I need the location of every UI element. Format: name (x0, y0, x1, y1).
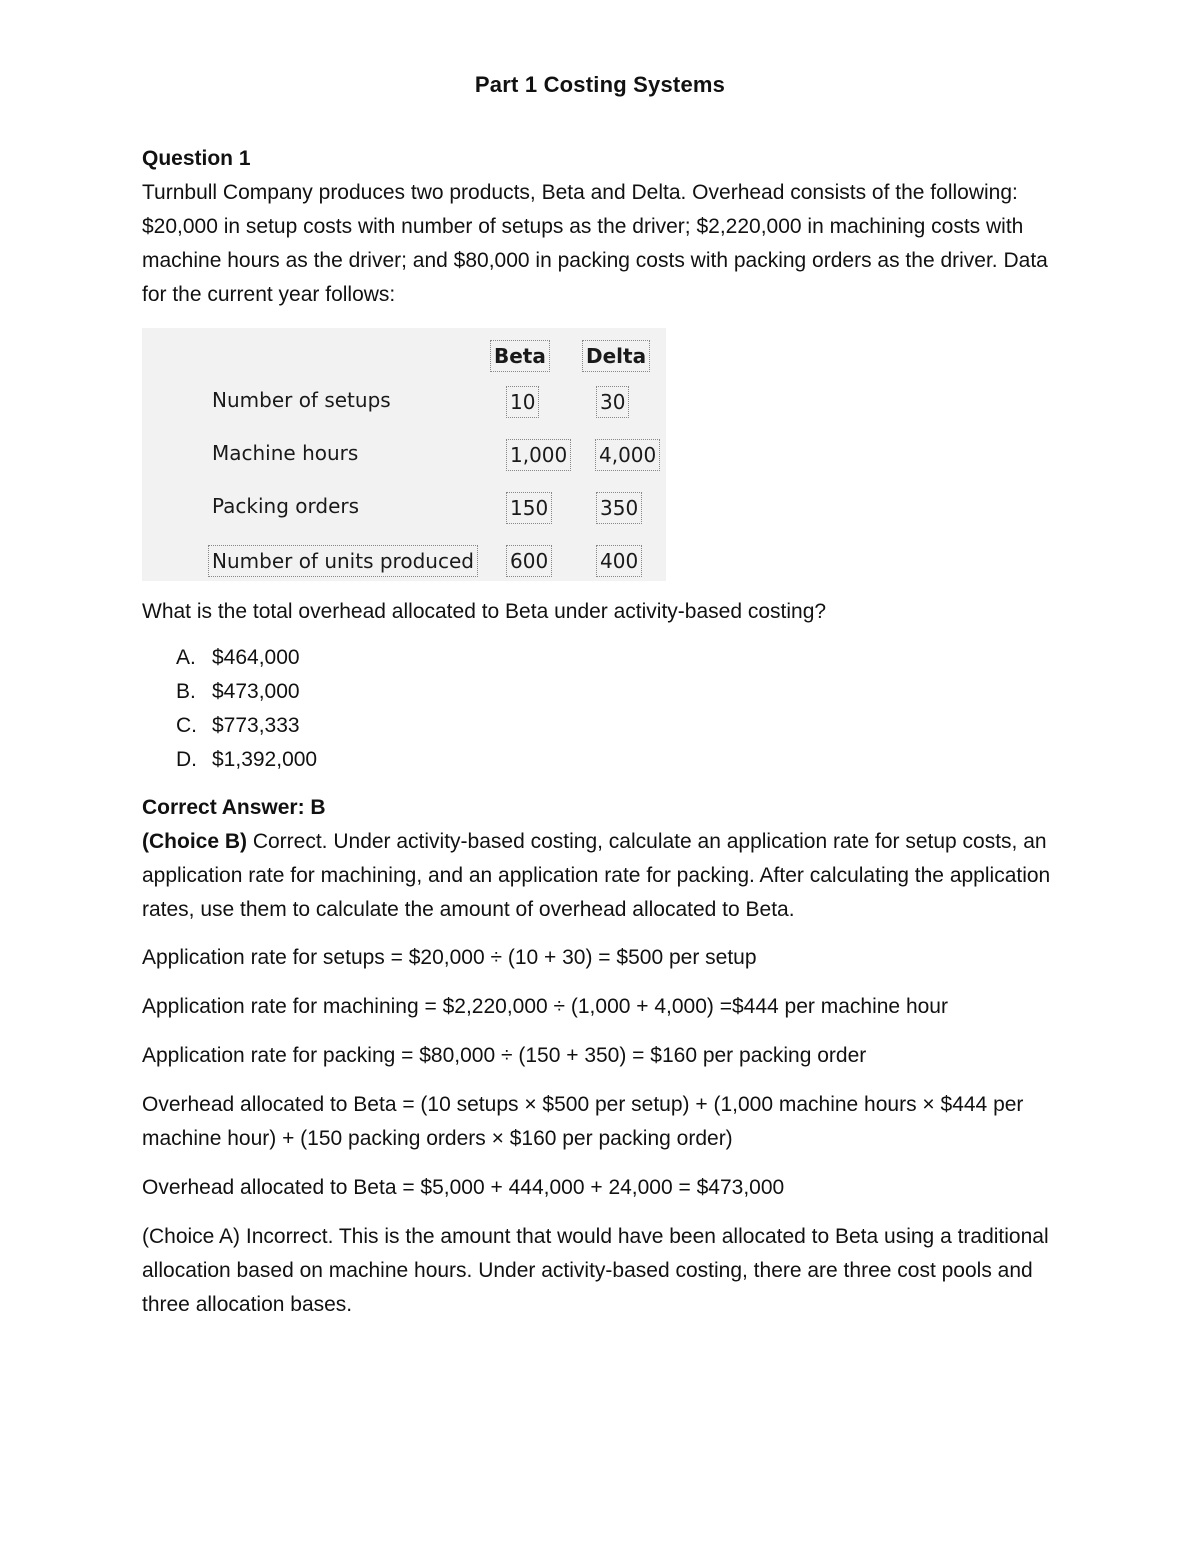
choice-text: $473,000 (212, 680, 300, 703)
choice-a (176, 641, 1052, 675)
choice-b (176, 675, 1052, 709)
choice-letter: C. (176, 714, 197, 737)
choice-b-explanation (142, 825, 1052, 927)
data-table-figure (142, 328, 666, 581)
cell-delta-machine-hours: 4,000 (595, 439, 660, 471)
choice-c (176, 709, 1052, 743)
calc-beta-formula: Overhead allocated to Beta = (10 setups × $500 per setup) + (1,000 machine hours × $444 per machine hour) + (150 packing orders × $160 per packing order) (142, 1093, 1024, 1150)
column-header-beta: Beta (490, 340, 550, 372)
choice-a-explanation: (Choice A) Incorrect. This is the amount that would have been allocated to Beta using a traditional allocation based on machine hours. Under activity-based costing, there are three cost pools and three allocation bases. (142, 1225, 1049, 1316)
calc-beta-total: Overhead allocated to Beta = $5,000 + 444,000 + 24,000 = $473,000 (142, 1176, 785, 1199)
row-label-packing-orders: Packing orders (212, 494, 360, 518)
cell-beta-packing-orders: 150 (506, 492, 552, 524)
question-text: Turnbull Company produces two products, Beta and Delta. Overhead consists of the following: $20,000 in setup costs with number of setups as the driver; $2,220,000 in machining costs with machine hours as the driver; and $80,000 in packing costs with packing orders as the driver. Data for the current year follows: (142, 181, 1048, 306)
choice-text: $773,333 (212, 714, 300, 737)
choice-text: $1,392,000 (212, 748, 318, 771)
choice-b-text: Correct. Under activity-based costing, calculate an application rate for setup costs, an application rate for machining, and an application rate for packing. After calculating the application rates, use them to calculate the amount of overhead allocated to Beta. (142, 830, 1051, 921)
cell-beta-machine-hours: 1,000 (506, 439, 571, 471)
row-label-units-produced: Number of units produced (208, 545, 478, 577)
calc-setups-rate: Application rate for setups = $20,000 ÷ (10 + 30) = $500 per setup (142, 946, 757, 969)
choice-b-label: (Choice B) (142, 830, 247, 853)
cell-beta-units-produced: 600 (506, 545, 552, 577)
document-body (142, 142, 1052, 1336)
cell-delta-setups: 30 (596, 386, 629, 418)
column-header-delta: Delta (582, 340, 650, 372)
row-label-setups: Number of setups (212, 388, 391, 412)
question-heading: Question 1 (142, 147, 251, 170)
row-label-machine-hours: Machine hours (212, 441, 359, 465)
calc-machining-rate: Application rate for machining = $2,220,000 ÷ (1,000 + 4,000) =$444 per machine hour (142, 995, 948, 1018)
choice-letter: A. (176, 646, 196, 669)
cell-delta-units-produced: 400 (596, 545, 642, 577)
cell-delta-packing-orders: 350 (596, 492, 642, 524)
choice-d (176, 743, 1052, 777)
choice-text: $464,000 (212, 646, 300, 669)
answer-choices (142, 641, 1052, 777)
calc-packing-rate: Application rate for packing = $80,000 ÷ (150 + 350) = $160 per packing order (142, 1044, 867, 1067)
cell-beta-setups: 10 (506, 386, 539, 418)
page-title: Part 1 Costing Systems (474, 72, 726, 97)
correct-answer-heading: Correct Answer: B (142, 796, 326, 819)
question-prompt: What is the total overhead allocated to Beta under activity-based costing? (142, 600, 827, 623)
choice-letter: B. (176, 680, 196, 703)
choice-letter: D. (176, 748, 197, 771)
